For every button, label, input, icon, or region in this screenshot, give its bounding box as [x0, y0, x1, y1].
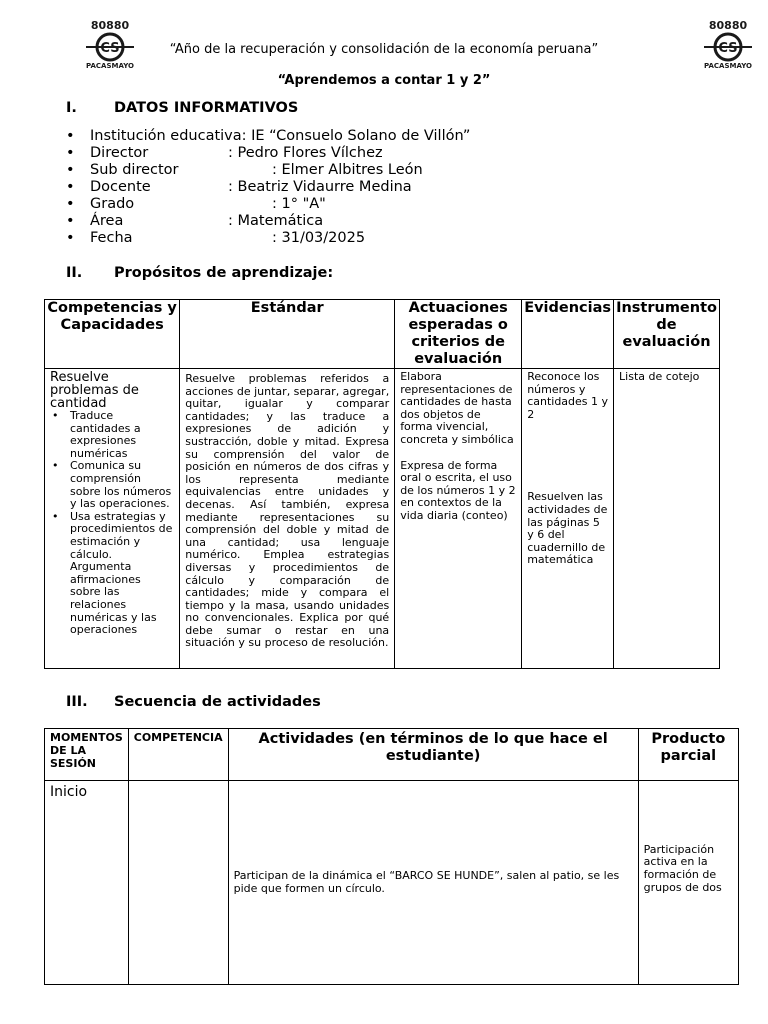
logo-city: PACASMAYO	[86, 62, 134, 70]
header-actividades: Actividades (en términos de lo que hace el estudiante)	[228, 729, 638, 781]
criteria-text: Expresa de forma oral o escrita, el uso de los números 1 y 2 en contextos de la vida diaria (conteo)	[400, 458, 516, 522]
section-title: Secuencia de actividades	[114, 694, 321, 710]
table-row	[45, 781, 739, 985]
criteria-text: Elabora representaciones de cantidades de hasta dos objetos de forma vivencial, concreta y simbólica	[400, 370, 514, 446]
year-motto: “Año de la recuperación y consolidación de la economía peruana”	[169, 42, 599, 57]
capacity-item: • Traduce cantidades a expresiones numéricas	[50, 410, 174, 460]
evidence-text: Resuelven las actividades de las páginas 5 y 6 del cuadernillo de matemática	[527, 490, 608, 567]
info-value: : 31/03/2025	[272, 230, 366, 246]
info-value: : Pedro Flores Vílchez	[228, 145, 383, 161]
header-evidencias: Evidencias	[522, 300, 614, 369]
info-label: Institución educativa: IE “Consuelo Solano de Villón”	[90, 128, 471, 144]
document-title: “Aprendemos a contar 1 y 2”	[277, 73, 491, 88]
logo-letters: CS	[718, 41, 738, 56]
section-title: DATOS INFORMATIVOS	[114, 100, 299, 116]
activity-cell: Participan de la dinámica el “BARCO SE HUNDE”, salen al patio, se les pide que formen un círculo.	[228, 781, 638, 985]
capacities-list	[50, 410, 174, 637]
header-criterios: Actuaciones esperadas o criterios de evaluación	[395, 300, 522, 369]
table-header-row	[45, 300, 720, 369]
info-label: Fecha	[90, 230, 133, 246]
info-list	[66, 128, 470, 247]
moment-cell: Inicio	[45, 781, 129, 985]
info-item-institution	[66, 128, 470, 145]
info-item-subdirector	[66, 162, 470, 179]
header-producto: Producto parcial	[638, 729, 738, 781]
capacity-item: Argumenta afirmaciones sobre las relaciones numéricas y las operaciones	[70, 560, 157, 637]
info-item-grade	[66, 196, 470, 213]
section-title: Propósitos de aprendizaje:	[114, 265, 334, 281]
logo-letters: CS	[100, 41, 120, 56]
info-item-director	[66, 145, 470, 162]
evidence-cell	[522, 369, 614, 669]
info-label: Docente	[90, 179, 151, 195]
info-label: Área	[90, 213, 124, 229]
product-cell: Participación activa en la formación de grupos de dos	[638, 781, 738, 985]
info-value: : 1° "A"	[272, 196, 326, 212]
instrument-cell: Lista de cotejo	[614, 369, 720, 669]
logo-city: PACASMAYO	[704, 62, 752, 70]
table-row	[45, 369, 720, 669]
logo-number: 80880	[708, 19, 748, 32]
criteria-cell	[395, 369, 522, 669]
table-header-row	[45, 729, 739, 781]
purposes-table	[44, 299, 720, 669]
competence-cell	[128, 781, 228, 985]
competence-title: Resuelve problemas de cantidad	[50, 370, 139, 411]
capacity-item: • Usa estrategias y procedimientos de estimación y cálculo.	[50, 511, 174, 561]
header-instrumento: Instrumento de evaluación	[614, 300, 720, 369]
section-number: II.	[66, 265, 83, 281]
section-heading-propositos	[66, 265, 333, 281]
info-item-date	[66, 230, 470, 247]
sequence-table	[44, 728, 739, 985]
header-momentos: MOMENTOS DE LA SESIÓN	[45, 729, 129, 781]
info-label: Sub director	[90, 162, 179, 178]
section-heading-secuencia	[66, 694, 321, 710]
info-value: : Elmer Albitres León	[272, 162, 423, 178]
capacity-item: • Comunica su comprensión sobre los números y las operaciones.	[50, 460, 174, 510]
info-item-area	[66, 213, 470, 230]
section-number: I.	[66, 100, 77, 116]
header-estandar: Estándar	[180, 300, 395, 369]
info-item-teacher	[66, 179, 470, 196]
info-label: Grado	[90, 196, 135, 212]
info-label: Director	[90, 145, 149, 161]
section-heading-datos	[66, 100, 298, 116]
info-value: : Matemática	[228, 213, 324, 229]
standard-cell: Resuelve problemas referidos a acciones de juntar, separar, agregar, quitar, igualar y comparar cantidades; y las traduce a expresiones de adición y sustracción, doble y mitad. Expresa su comprensión del valor de posición en números de dos cifras y los representa mediante equivalencias entre unidades y decenas. Así también, expresa mediante representaciones su comprensión del doble y mitad de una cantidad; usa lenguaje numérico. Emplea estrategias diversas y procedimientos de cálculo y comparación de cantidades; mide y compara el tiempo y la masa, usando unidades no convencionales. Explica por qué debe sumar o restar en una situación y su proceso de resolución.	[180, 369, 395, 669]
competence-cell	[45, 369, 180, 669]
logo-number: 80880	[90, 19, 130, 32]
evidence-text: Reconoce los números y cantidades 1 y 2	[527, 370, 609, 421]
info-value: : Beatriz Vidaurre Medina	[228, 179, 412, 195]
header-competencias: Competencias y Capacidades	[45, 300, 180, 369]
header-competencia: COMPETENCIA	[128, 729, 228, 781]
section-number: III.	[66, 694, 88, 710]
